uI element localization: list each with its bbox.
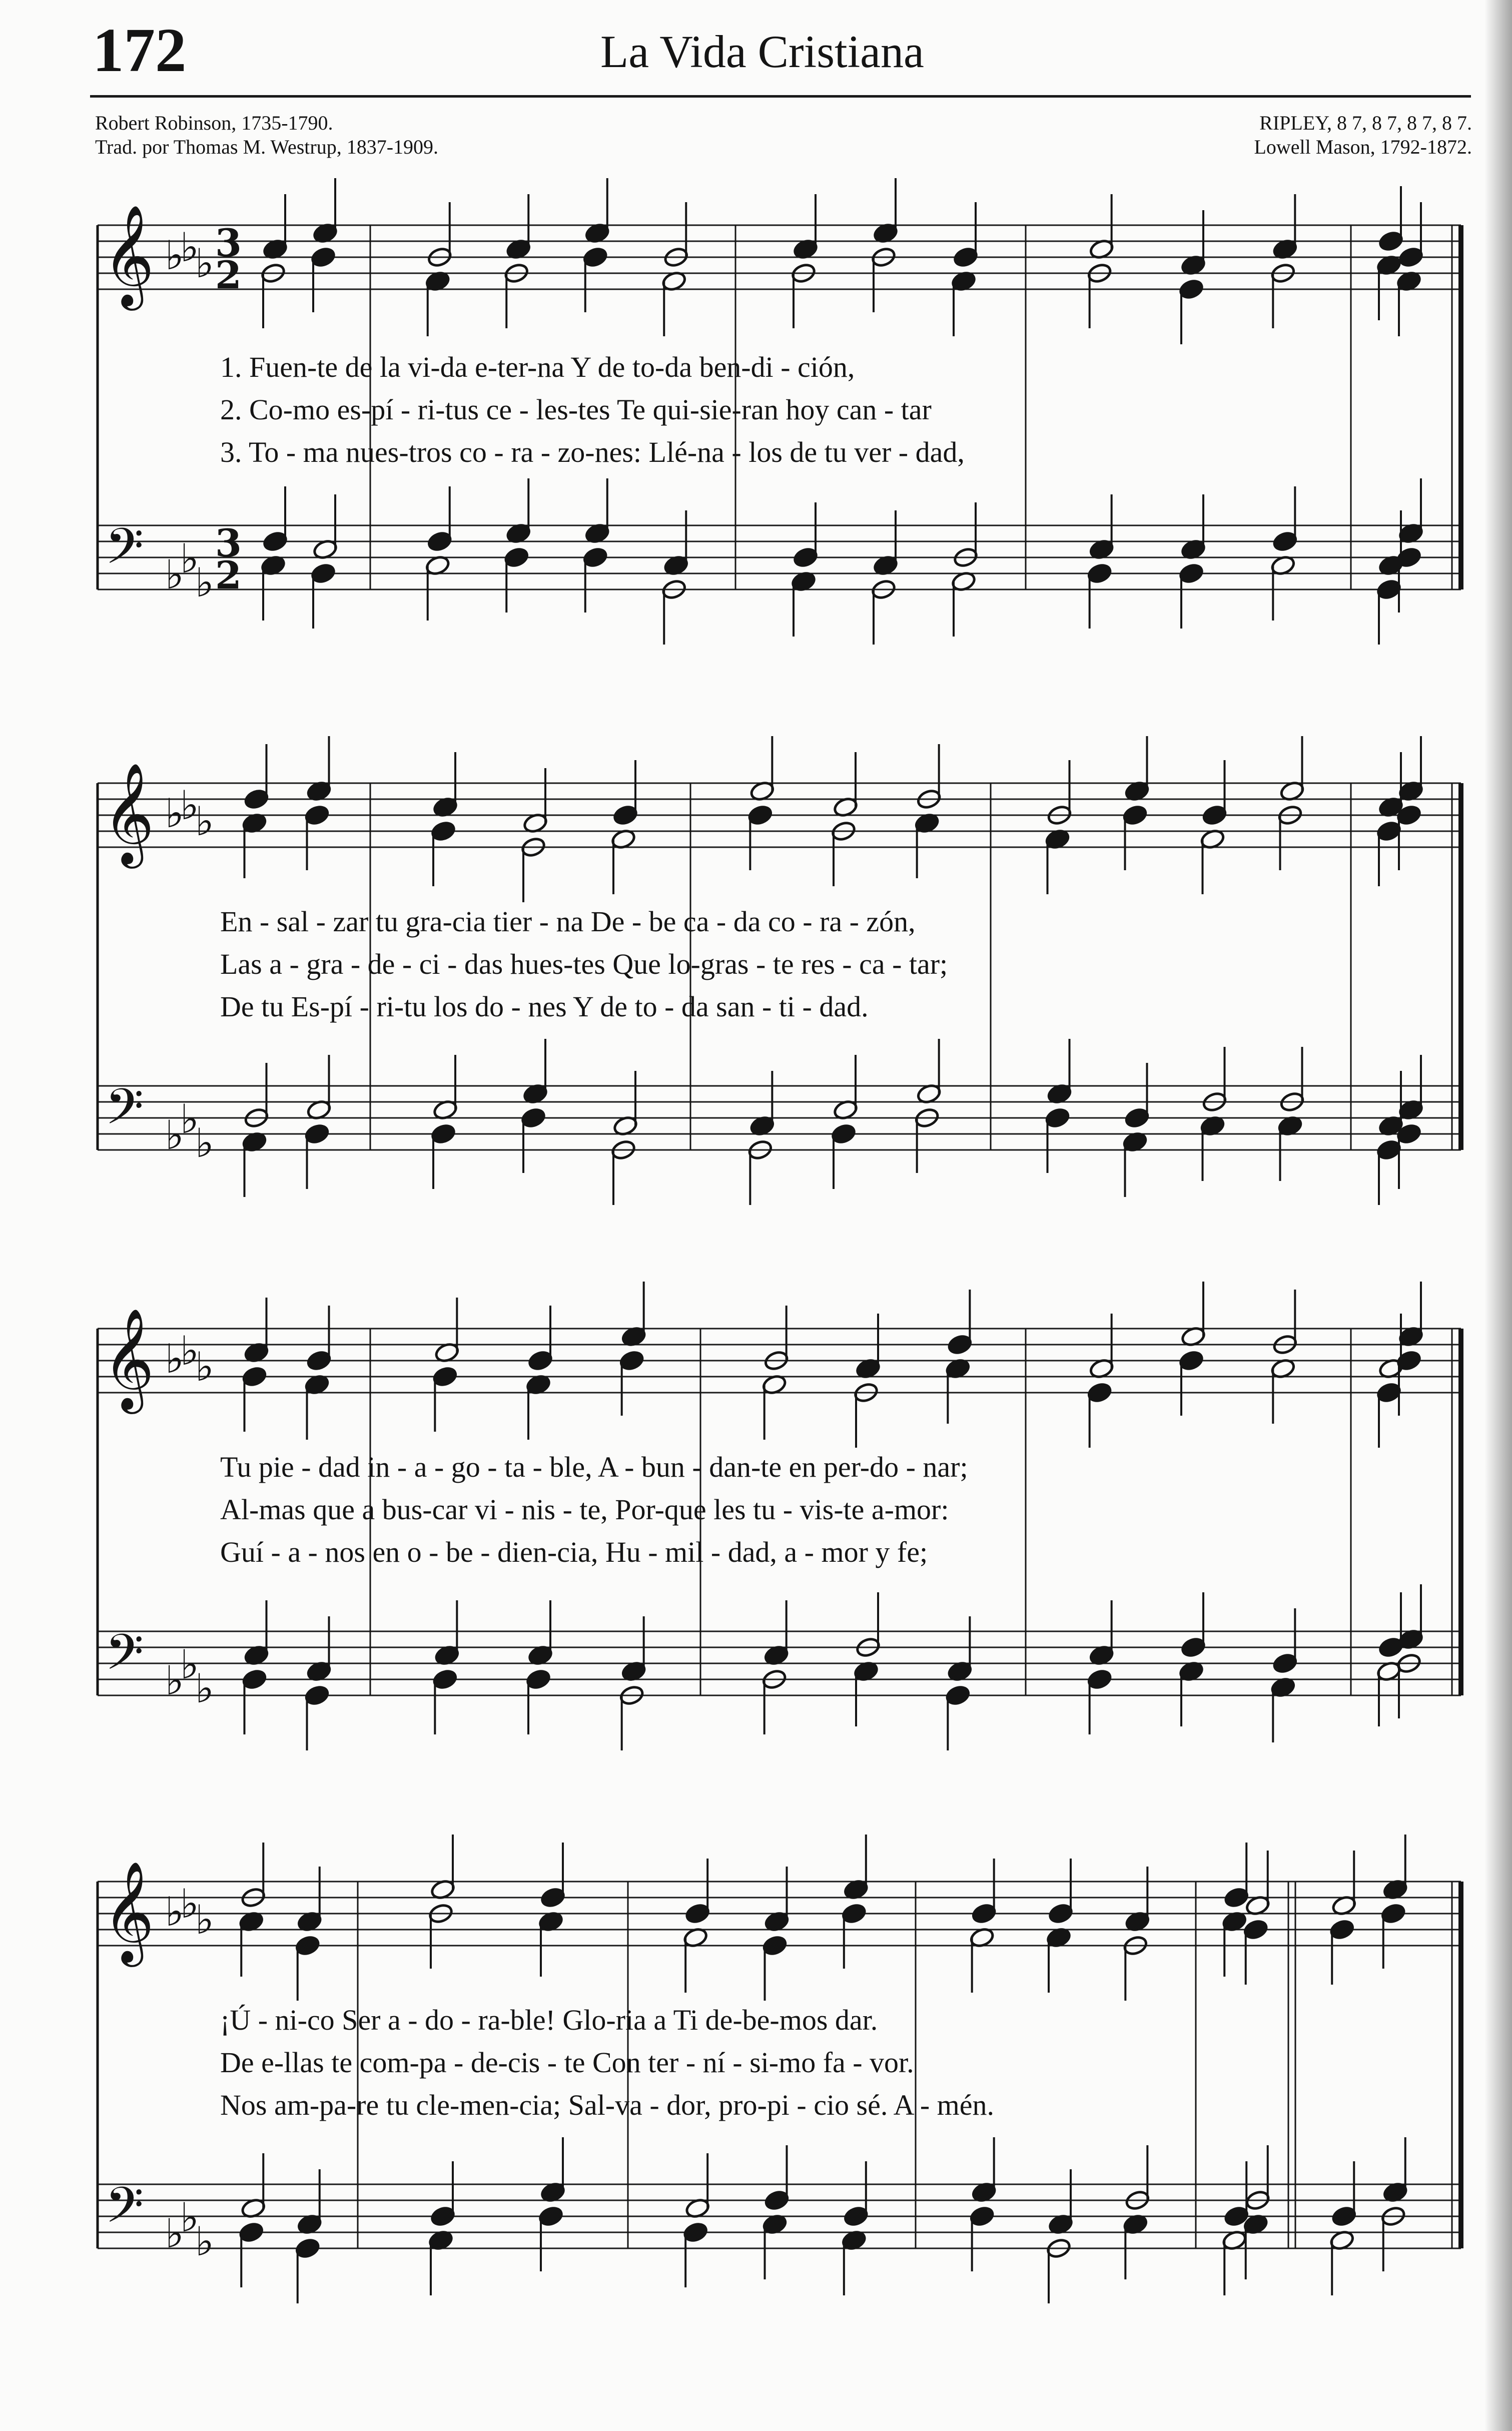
lyric-line: Tu pie - dad in - a - go - ta - ble, A - bun - dan-te en per-do - nar; [220, 1451, 968, 1483]
lyric-line: Las a - gra - de - ci - das hues-tes Que lo-gras - te res - ca - tar; [220, 948, 948, 980]
flat-icon: ♭ [180, 1328, 199, 1374]
lyric-line: De e-llas te com-pa - de-cis - te Con ter - ní - si-mo fa - vor. [220, 2046, 914, 2079]
time-signature-digit: 3 [215, 521, 242, 565]
flat-icon: ♭ [165, 2210, 184, 2257]
lyric-line: 1. Fuen-te de la vi-da e-ter-na Y de to-da ben-di - ción, [220, 351, 855, 383]
bass-clef-icon: 𝄢 [105, 1078, 144, 1148]
flat-icon: ♭ [180, 535, 199, 582]
treble-clef-icon: 𝄞 [103, 763, 155, 864]
composer-credit: Lowell Mason, 1792-1872. [1254, 136, 1472, 158]
flat-icon: ♭ [165, 551, 184, 598]
flat-icon: ♭ [195, 1665, 214, 1712]
bass-clef-icon: 𝄢 [105, 1624, 144, 1693]
flat-icon: ♭ [195, 798, 214, 845]
flat-icon: ♭ [180, 1641, 199, 1688]
flat-icon: ♭ [165, 1112, 184, 1158]
lyric-line: ¡Ú - ni-co Ser a - do - ra-ble! Glo-ria a Ti de-be-mos dar. [220, 2004, 878, 2036]
flat-icon: ♭ [180, 224, 199, 271]
lyric-line: Al-mas que a bus-car vi - nis - te, Por-que les tu - vis-te a-mor: [220, 1493, 949, 1526]
flat-icon: ♭ [165, 1336, 184, 1382]
treble-clef-icon: 𝄞 [103, 1308, 155, 1410]
flat-icon: ♭ [195, 1120, 214, 1166]
bass-clef-icon: 𝄢 [105, 2177, 144, 2246]
lyric-line: En - sal - zar tu gra-cia tier - na De - be ca - da co - ra - zón, [220, 905, 916, 938]
lyric-line: 3. To - ma nues-tros co - ra - zo-nes: Llé-na - los de tu ver - dad, [220, 436, 965, 468]
translator-credit: Trad. por Thomas M. Westrup, 1837-1909. [95, 136, 439, 158]
time-signature-digit: 2 [215, 253, 242, 297]
lyric-line: De tu Es-pí - ri-tu los do - nes Y de to - da san - ti - dad. [220, 990, 869, 1023]
flat-icon: ♭ [165, 1657, 184, 1704]
flat-icon: ♭ [195, 2218, 214, 2265]
flat-icon: ♭ [180, 1096, 199, 1142]
lyric-line: Guí - a - nos en o - be - dien-cia, Hu - mil - dad, a - mor y fe; [220, 1536, 928, 1568]
time-signature-digit: 3 [215, 221, 242, 265]
author-credit: Robert Robinson, 1735-1790. [95, 112, 333, 134]
treble-clef-icon: 𝄞 [103, 205, 155, 306]
section-title: La Vida Cristiana [600, 26, 924, 77]
flat-icon: ♭ [195, 559, 214, 606]
flat-icon: ♭ [195, 1897, 214, 1943]
treble-clef-icon: 𝄞 [103, 1861, 155, 1963]
page-edge-shadow [1484, 0, 1512, 2431]
bass-clef-icon: 𝄢 [105, 518, 144, 587]
lyric-line: Nos am-pa-re tu cle-men-cia; Sal-va - dor, pro-pi - cio sé. A - mén. [220, 2089, 995, 2121]
flat-icon: ♭ [165, 790, 184, 837]
time-signature-digit: 2 [215, 553, 242, 597]
flat-icon: ♭ [195, 240, 214, 287]
flat-icon: ♭ [180, 1881, 199, 1927]
hymn-number: 172 [93, 16, 187, 85]
flat-icon: ♭ [180, 782, 199, 829]
tune-credit: RIPLEY, 8 7, 8 7, 8 7, 8 7. [1259, 112, 1472, 134]
flat-icon: ♭ [195, 1344, 214, 1390]
lyric-line: 2. Co-mo es-pí - ri-tus ce - les-tes Te qui-sie-ran hoy can - tar [220, 393, 932, 426]
flat-icon: ♭ [180, 2194, 199, 2241]
flat-icon: ♭ [165, 1889, 184, 1935]
flat-icon: ♭ [165, 232, 184, 279]
